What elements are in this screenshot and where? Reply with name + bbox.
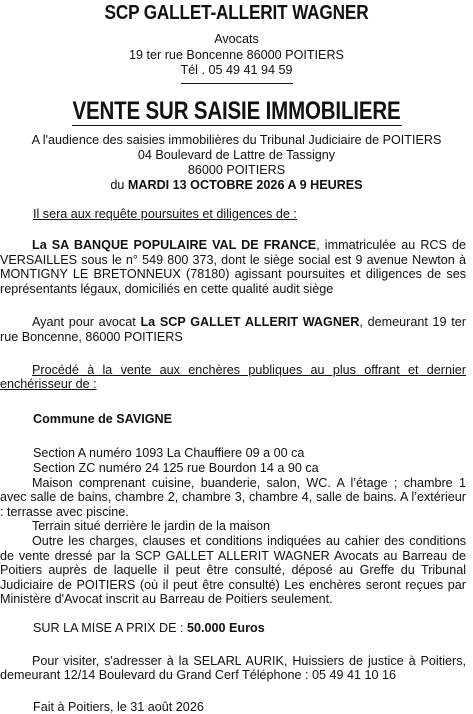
title-underline xyxy=(72,125,402,126)
court-line-3: 86000 POITIERS xyxy=(0,163,473,178)
section-zc: Section ZC numéro 24 125 rue Bourdon 14 a 90 ca xyxy=(0,461,466,476)
legal-notice-page xyxy=(0,2,473,708)
creditor-details: , immatriculée au RCS de VERSAILLES sous le n° 549 800 373, dont le siège social est 9 avenue Newton à MONTIGNY LE BRETONNEUX (78180) agissant poursuites et diligences de ses représentants légaux, domiciliés en cette qualité audit siège xyxy=(0,238,466,296)
hearing-date-value: MARDI 13 OCTOBRE 2026 A 9 HEURES xyxy=(128,178,363,192)
charges-paragraph: Outre les charges, clauses et conditions indiquées au cahier des conditions de vente dressé par la SCP GALLET ALLERIT WAGNER Avocats au Barreau de Poitiers auprès de laquelle il peut être consulté, déposé au Greffe du Tribunal Judiciaire de POITIERS (où il peut être consulté) Les enchères seront reçues par Ministère d'Avocat inscrit au Barreau de Poitiers seulement. xyxy=(0,534,466,607)
mise-a-prix xyxy=(0,621,466,636)
section-a: Section A numéro 1093 La Chauffiere 09 a 00 ca xyxy=(0,446,466,461)
commune-heading: Commune de SAVIGNE xyxy=(0,412,466,427)
lawyer-name: La SCP GALLET ALLERIT WAGNER xyxy=(140,315,359,329)
lawyer-suffix: , demeurant 19 ter rue Boncenne, 86000 POITIERS xyxy=(0,315,466,344)
signature-date: Fait à Poitiers, le 31 août 2026 xyxy=(0,700,466,714)
requete-line: Il sera aux requête poursuites et diligences de : xyxy=(0,207,466,222)
hearing-date-prefix: du xyxy=(110,178,128,192)
creditor-paragraph xyxy=(0,238,466,296)
court-block xyxy=(0,133,473,193)
lawyer-prefix: Ayant pour avocat xyxy=(32,315,140,329)
court-line-1: A l'audience des saisies immobilières du Tribunal Judiciaire de POITIERS xyxy=(0,133,473,148)
procede-line: Procédé à la vente aux enchères publiques au plus offrant et dernier enchérisseur de : xyxy=(0,363,466,392)
terrain-description: Terrain situé derrière le jardin de la maison xyxy=(0,519,466,534)
firm-profession: Avocats xyxy=(0,32,473,48)
creditor-name: La SA BANQUE POPULAIRE VAL DE FRANCE xyxy=(32,238,316,252)
court-line-2: 04 Boulevard de Lattre de Tassigny xyxy=(0,148,473,163)
mise-a-prix-label: SUR LA MISE A PRIX DE : xyxy=(33,621,187,635)
sale-title: VENTE SUR SAISIE IMMOBILIERE xyxy=(43,97,431,125)
maison-description: Maison comprenant cuisine, buanderie, salon, WC. A l’étage ; chambre 1 avec salle de bains, chambre 2, chambre 3, chambre 4, salle de bains. A l’extérieur : terrasse avec piscine. xyxy=(0,476,466,520)
lawyer-paragraph xyxy=(0,315,466,344)
header-divider xyxy=(181,83,293,84)
visit-paragraph: Pour visiter, s'adresser à la SELARL AURIK, Huissiers de justice à Poitiers, demeurant 12/14 Boulevard du Grand Cerf Téléphone : 05 49 41 10 16 xyxy=(0,654,466,683)
firm-name: SCP GALLET-ALLERIT WAGNER xyxy=(33,2,440,24)
firm-phone: Tél . 05 49 41 94 59 xyxy=(0,63,473,79)
hearing-date xyxy=(0,178,473,193)
notice-body xyxy=(0,207,473,714)
mise-a-prix-amount: 50.000 Euros xyxy=(187,621,265,635)
firm-address: 19 ter rue Boncenne 86000 POITIERS xyxy=(0,48,473,64)
